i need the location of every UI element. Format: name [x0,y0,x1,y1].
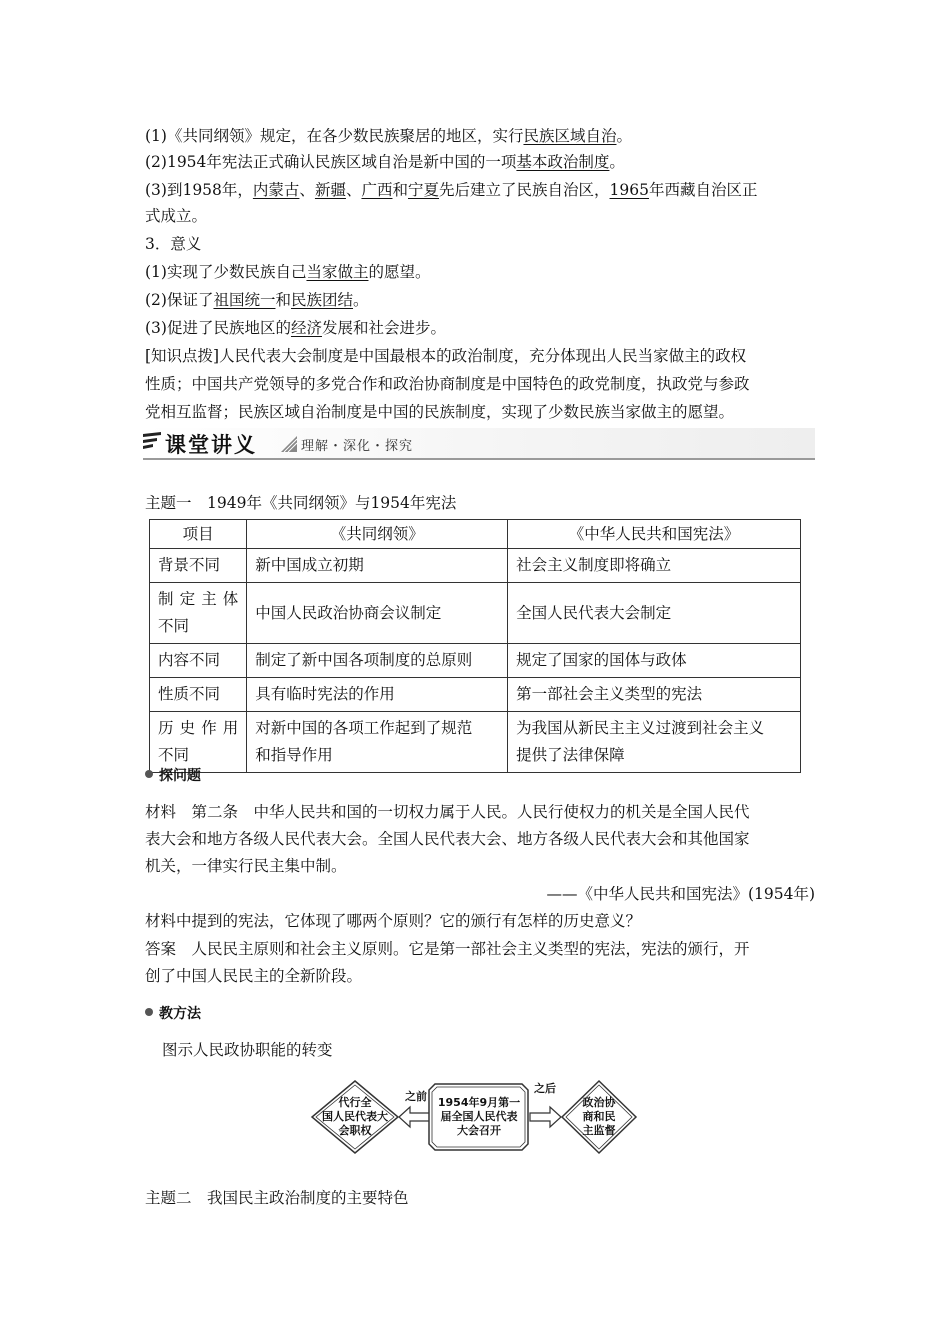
table-row [150,644,801,678]
text: (3)到1958年， [145,181,253,199]
row-label [150,712,247,773]
table-cell: 全国人民代表大会制定 [508,583,801,644]
row-label: 性质不同 [150,678,247,712]
row-label: 背景不同 [150,549,247,583]
underlined-answer: 民族区域自治 [523,127,617,145]
table-header: 《共同纲领》 [247,520,508,549]
node-line: 商和民 [582,1110,616,1123]
wedge-icon [281,436,297,452]
underlined-answer: 当家做主 [306,263,369,281]
text: (1)实现了少数民族自己 [145,263,307,281]
text: 。 [616,127,632,145]
cell-line: 为我国从新民主主义过渡到社会主义 [516,719,765,737]
comparison-table [149,519,801,773]
after-label: 之后 [534,1082,556,1095]
text: 先后建立了民族自治区， [439,181,610,199]
text: (1)《共同纲领》规定，在各少数民族聚居的地区，实行 [145,127,524,145]
table-row [150,678,801,712]
node-line: 届全国人民代表 [440,1110,518,1123]
section-banner [143,428,815,460]
bullet-icon [145,1008,153,1016]
node-line: 政治协 [582,1096,616,1109]
left-arrow-shape [399,1107,430,1127]
underlined-answer: 民族团结 [291,291,354,309]
question-line: 材料中提到的宪法，它体现了哪两个原则？它的颁行有怎样的历史意义？ [145,912,642,930]
underlined-answer: 新疆 [314,181,346,199]
text: 、 [299,181,315,199]
function-change-diagram [310,1078,640,1156]
row-label-line: 历史作用 [158,719,239,737]
text: 年西藏自治区正 [648,181,758,199]
underlined-answer: 1965 [609,181,649,199]
row-label-line: 制定主体 [158,590,239,608]
underlined-answer: 宁夏 [408,181,440,199]
diagram-caption: 图示人民政协职能的转变 [162,1041,333,1059]
center-node-text [433,1096,525,1138]
stripes-icon [143,432,161,452]
table-cell: 第一部社会主义类型的宪法 [508,678,801,712]
row-label-line: 不同 [158,746,190,764]
cell-line: 提供了法律保障 [516,746,625,764]
cell-line: 和指导作用 [255,746,333,764]
table-cell [247,712,508,773]
node-line: 国人民代表大 [322,1110,388,1123]
table-cell [508,712,801,773]
topic-title: 主题二 我国民主政治制度的主要特色 [145,1189,409,1207]
banner-subtitle: 理解・深化・探究 [301,439,414,454]
row-label-line: 不同 [158,617,190,635]
text: 发展和社会进步。 [321,319,446,337]
paragraph-item [145,318,446,338]
text: 。 [353,291,369,309]
table-header: 《中华人民共和国宪法》 [508,520,801,549]
explore-heading [145,766,201,786]
text: (3)促进了民族地区的 [145,319,291,337]
node-line: 主监督 [582,1124,616,1137]
node-line: 1954年9月第一 [437,1096,521,1109]
banner-title: 课堂讲义 [165,433,257,457]
text: 。 [609,153,625,171]
underlined-answer: 广西 [361,181,393,199]
table-cell: 制定了新中国各项制度的总原则 [247,644,508,678]
table-cell: 中国人民政治协商会议制定 [247,583,508,644]
before-label: 之前 [405,1090,427,1103]
tip-line: [知识点拨]人民代表大会制度是中国最根本的政治制度，充分体现出人民当家做主的政权 [145,347,747,365]
paragraph-item [145,262,431,282]
tip-line: 党相互监督；民族区域自治制度是中国的民族制度，实现了少数民族当家做主的愿望。 [145,403,735,421]
right-arrow-shape [530,1107,561,1127]
text: (2)保证了 [145,291,214,309]
node-line: 大会召开 [457,1124,501,1137]
material-line: 机关，一律实行民主集中制。 [145,857,347,875]
material-line: 表大会和地方各级人民代表大会。全国人民代表大会、地方各级人民代表大会和其他国家 [145,830,750,848]
text: 和 [392,181,408,199]
row-label: 内容不同 [150,644,247,678]
table-row [150,712,801,773]
paragraph-item [145,180,758,200]
cell-line: 对新中国的各项工作起到了规范 [255,719,473,737]
paragraph-item [145,152,625,172]
answer-line: 创了中国人民民主的全新阶段。 [145,967,363,985]
heading-text: 教方法 [159,1006,201,1022]
underlined-answer: 经济 [290,319,322,337]
table-cell: 社会主义制度即将确立 [508,549,801,583]
table-cell: 新中国成立初期 [247,549,508,583]
method-heading [145,1004,201,1024]
table-cell: 具有临时宪法的作用 [247,678,508,712]
tip-line: 性质；中国共产党领导的多党合作和政治协商制度是中国特色的政党制度，执政党与参政 [145,375,750,393]
table-header-row [150,520,801,549]
underlined-answer: 内蒙古 [252,181,300,199]
table-cell: 规定了国家的国体与政体 [508,644,801,678]
answer-line: 答案 人民民主原则和社会主义原则。它是第一部社会主义类型的宪法，宪法的颁行，开 [145,940,750,958]
underlined-answer: 祖国统一 [213,291,276,309]
underlined-answer: 基本政治制度 [516,153,610,171]
table-row [150,583,801,644]
bullet-icon [145,770,153,778]
row-label [150,583,247,644]
paragraph-item [145,126,632,146]
topic-title: 主题一 1949年《共同纲领》与1954年宪法 [145,494,457,512]
text: 和 [275,291,291,309]
left-node-text [318,1096,392,1138]
table-row [150,549,801,583]
text: (2)1954年宪法正式确认民族区域自治是新中国的一项 [145,153,517,171]
heading-text: 探问题 [159,768,201,784]
node-line: 代行全 [338,1096,372,1109]
material-line: 材料 第二条 中华人民共和国的一切权力属于人民。人民行使权力的机关是全国人民代 [145,803,750,821]
section-heading: 3．意义 [145,235,202,253]
material-source: ——《中华人民共和国宪法》(1954年) [546,885,815,903]
node-line: 会职权 [338,1124,372,1137]
right-node-text [576,1096,622,1138]
text: 、 [345,181,362,199]
text: 的愿望。 [368,263,431,281]
paragraph-item [145,290,369,310]
table-header: 项目 [150,520,247,549]
paragraph-continuation: 式成立。 [145,207,208,225]
